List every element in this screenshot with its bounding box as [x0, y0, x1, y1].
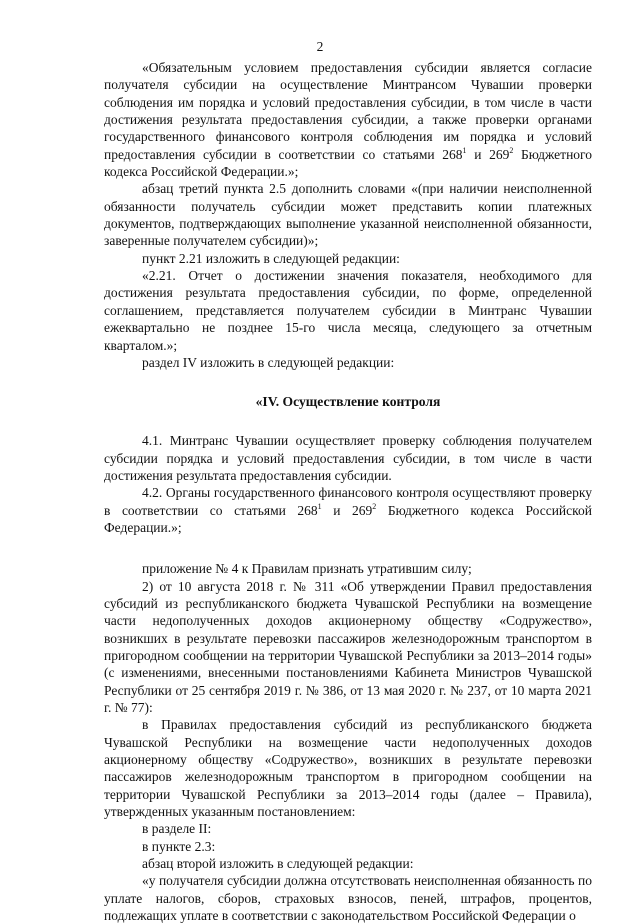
paragraph-no-obligations: «у получателя субсидии должна отсутствовать неисполненная обязанность по уплате налогов, сборов, страховых взносов, пеней, штрафов, процентов, подлежащих уплате в соответствии с законодательством Российской Федерации о: [104, 873, 592, 924]
paragraph-spacer: [104, 536, 592, 560]
paragraph-clause-2-21-intro: пункт 2.21 изложить в следующей редакции:: [142, 250, 400, 266]
paragraph-consent-text-end: Бюджетного кодекса Российской Федерации.»;: [104, 146, 592, 180]
paragraph-clause-4-2-text-start: 4.2. Органы государственного финансового контроля осуществляют проверку в соответствии со статьями 268: [104, 485, 592, 518]
superscript-article-269: 2: [372, 501, 377, 511]
paragraph-appendix-4-void: приложение № 4 к Правилам признать утратившим силу;: [142, 561, 472, 577]
document-body: [104, 59, 592, 924]
paragraph-section-iv-intro: раздел IV изложить в следующей редакции:: [142, 354, 395, 370]
paragraph-clause-2-3: в пункте 2.3:: [142, 838, 216, 854]
paragraph-amend-2-5: абзац третий пункта 2.5 дополнить словами «(при наличии неисполненной обязанности получатель субсидии может представить копии платежных документов, подтверждающих выполнение указанной неисполненной обязанности, заверенные получателем субсидии)»;: [104, 181, 592, 249]
paragraph-clause-4-2: [104, 484, 592, 536]
paragraph-clause-4-2-text-middle: и 269: [321, 502, 373, 518]
superscript-article-269: 2: [509, 145, 514, 155]
paragraph-consent-condition: [104, 59, 592, 180]
paragraph-clause-2-21-text: «2.21. Отчет о достижении значения показателя, необходимого для достижения результата предоставления субсидии, по форме, определенной соглашением, представляется получателем субсидии в Минтранс Чувашии ежеквартально не позднее 15-го числа месяца, следующего за отчетным кварталом.»;: [104, 268, 592, 353]
paragraph-rules-amendment: в Правилах предоставления субсидий из республиканского бюджета Чувашской Республики на возмещение части недополученных доходов акционерному обществу «Содружество», возникших в результате перевозки пассажиров железнодорожным транспортом в пригородном сообщении на территории Чувашской Республики за 2013–2014 годы (далее – Правила), утвержденных указанным постановлением:: [104, 717, 592, 820]
paragraph-clause-4-1: 4.1. Минтранс Чувашии осуществляет проверку соблюдения получателем субсидии порядка и условий предоставления субсидии, в том числе в части достижения результата предоставления субсидии.: [104, 433, 592, 483]
paragraph-consent-text-start: «Обязательным условием предоставления субсидии является согласие получателя субсидии на осуществление Минтрансом Чувашии проверки соблюдения им порядка и условий предоставления субсидии, в том числе в части достижения результата предоставления субсидии, а также проверки органами государственного финансового контроля соблюдения им порядка и условий предоставления субсидии в соответствии со статьями 268: [104, 60, 592, 162]
paragraph-clause-4-2-text-end: Бюджетного кодекса Российской Федерации.»;: [104, 502, 592, 535]
paragraph-section-ii: в разделе II:: [142, 821, 212, 837]
superscript-article-268: 1: [462, 145, 467, 155]
page-number: 2: [316, 39, 324, 54]
superscript-article-268: 1: [317, 501, 322, 511]
paragraph-second-subparagraph: абзац второй изложить в следующей редакции:: [142, 856, 414, 872]
section-heading-control: «IV. Осуществление контроля: [255, 394, 441, 410]
paragraph-decree-311: 2) от 10 августа 2018 г. № 311 «Об утверждении Правил предоставления субсидий из республиканского бюджета Чувашской Республики на возмещение части недополученных доходов акционерному обществу «Содружество», возникших в результате перевозки пассажиров железнодорожным транспортом в пригородном сообщении на территории Чувашской Республики за 2013–2014 годы» (с изменениями, внесенными постановлениями Кабинета Министров Чувашской Республики от 25 сентября 2019 г. № 386, от 13 мая 2020 г. № 237, от 10 марта 2021 г. № 77):: [104, 578, 592, 715]
paragraph-consent-text-middle: и 269: [466, 146, 510, 162]
